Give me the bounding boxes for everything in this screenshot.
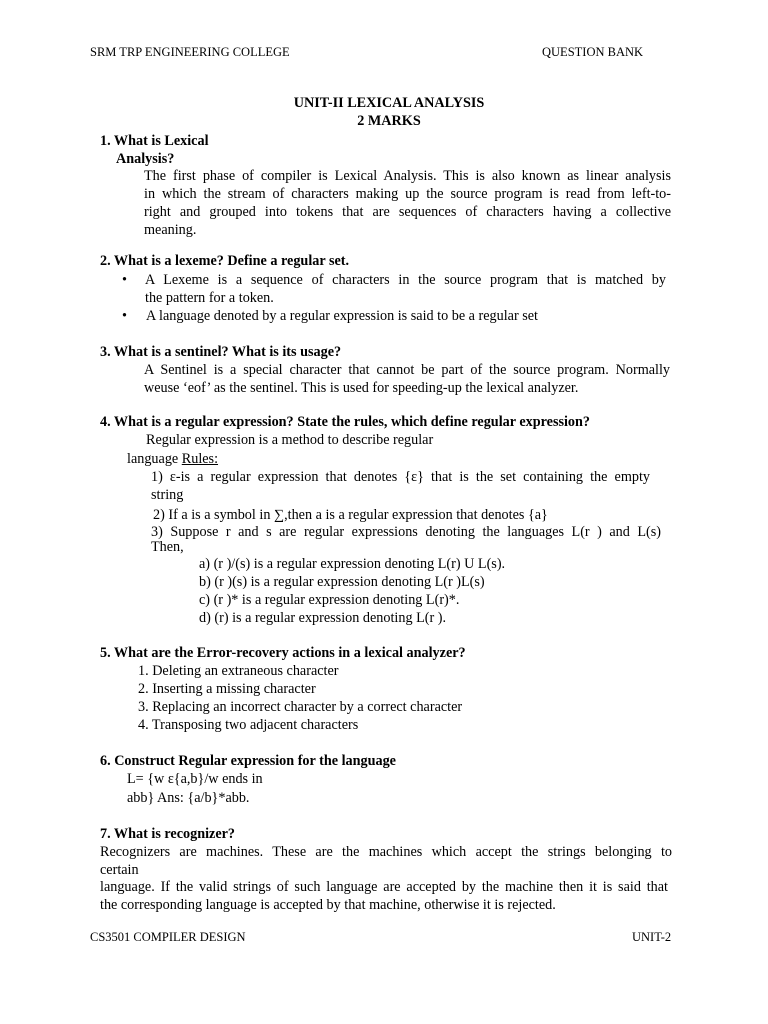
q1-question-line1: 1. What is Lexical [100, 133, 209, 149]
q1-answer-line: The first phase of compiler is Lexical Analysis. This is also known as linear analysis [144, 168, 671, 184]
q5-question: 5. What are the Error-recovery actions in a lexical analyzer? [100, 645, 466, 661]
q3-answer-line: weuse ‘eof’ as the sentinel. This is used for speeding-up the lexical analyzer. [144, 380, 579, 396]
header-doc-type: QUESTION BANK [542, 45, 644, 59]
q5-list-item: 1. Deleting an extraneous character [138, 663, 339, 679]
q2-question: 2. What is a lexeme? Define a regular set. [100, 253, 350, 269]
q1-question-line2: Analysis? [116, 151, 175, 167]
q3-answer-line: A Sentinel is a special character that cannot be part of the source program. Normally [144, 362, 670, 378]
q4-sub-rule: c) (r )* is a regular expression denoting L(r)*. [199, 592, 460, 608]
q1-answer-line: right and grouped into tokens that are sequences of characters having a collective [144, 204, 671, 220]
q2-bullet1-line1: A Lexeme is a sequence of characters in the source program that is matched by [145, 272, 666, 288]
q4-answer-line2-prefix: language [127, 451, 182, 467]
q2-bullet2: A language denoted by a regular expression is said to be a regular set [146, 308, 538, 324]
q5-list-item: 3. Replacing an incorrect character by a correct character [138, 699, 463, 715]
q4-answer-line2 [127, 451, 218, 468]
q4-rule1-line2: string [151, 487, 184, 503]
q7-line3: language. If the valid strings of such language are accepted by the machine then it is said that [100, 879, 668, 895]
q4-answer-line1: Regular expression is a method to describe regular [146, 432, 434, 448]
bullet-icon: • [122, 308, 127, 324]
q4-sub-rule: a) (r )/(s) is a regular expression denoting L(r) U L(s). [199, 556, 506, 572]
q4-question: 4. What is a regular expression? State the rules, which define regular expression? [100, 414, 591, 430]
rules-label: Rules: [181, 451, 219, 467]
q4-sub-rule: d) (r) is a regular expression denoting L(r ). [199, 610, 447, 626]
q4-sub-rule: b) (r )(s) is a regular expression denoting L(r )L(s) [199, 574, 485, 590]
marks-title: 2 MARKS [357, 113, 421, 129]
q4-rule1-line1: 1) ε-is a regular expression that denotes {ε} that is the set containing the empty [151, 469, 650, 485]
q7-question: 7. What is recognizer? [100, 826, 236, 842]
q6-line1: L= {w ε{a,b}/w ends in [127, 771, 263, 787]
q7-line1: Recognizers are machines. These are the machines which accept the strings belonging to [100, 844, 672, 860]
header-college: SRM TRP ENGINEERING COLLEGE [90, 45, 290, 59]
q5-list-item: 4. Transposing two adjacent characters [138, 717, 359, 733]
q6-line2: abb} Ans: {a/b}*abb. [127, 790, 250, 806]
bullet-icon: • [122, 272, 127, 288]
q4-rule3-line1: 3) Suppose r and s are regular expressions denoting the languages L(r ) and L(s) [151, 524, 661, 540]
q5-list-item: 2. Inserting a missing character [138, 681, 316, 697]
q1-answer-line: in which the stream of characters making up the source program is read from left-to- [144, 186, 671, 202]
q7-line4: the corresponding language is accepted by that machine, otherwise it is rejected. [100, 897, 556, 913]
q1-answer-line: meaning. [144, 222, 197, 238]
q3-question: 3. What is a sentinel? What is its usage? [100, 344, 342, 360]
q6-question: 6. Construct Regular expression for the language [100, 753, 396, 769]
footer-unit: UNIT-2 [632, 930, 672, 944]
footer-course: CS3501 COMPILER DESIGN [90, 930, 246, 944]
q2-bullet1-line2: the pattern for a token. [145, 290, 274, 306]
q4-rule3-line2: Then, [151, 539, 184, 555]
q7-line2: certain [100, 862, 139, 878]
unit-title: UNIT-II LEXICAL ANALYSIS [293, 95, 485, 111]
q4-rule2: 2) If a is a symbol in ∑,then a is a regular expression that denotes {a} [153, 507, 548, 523]
